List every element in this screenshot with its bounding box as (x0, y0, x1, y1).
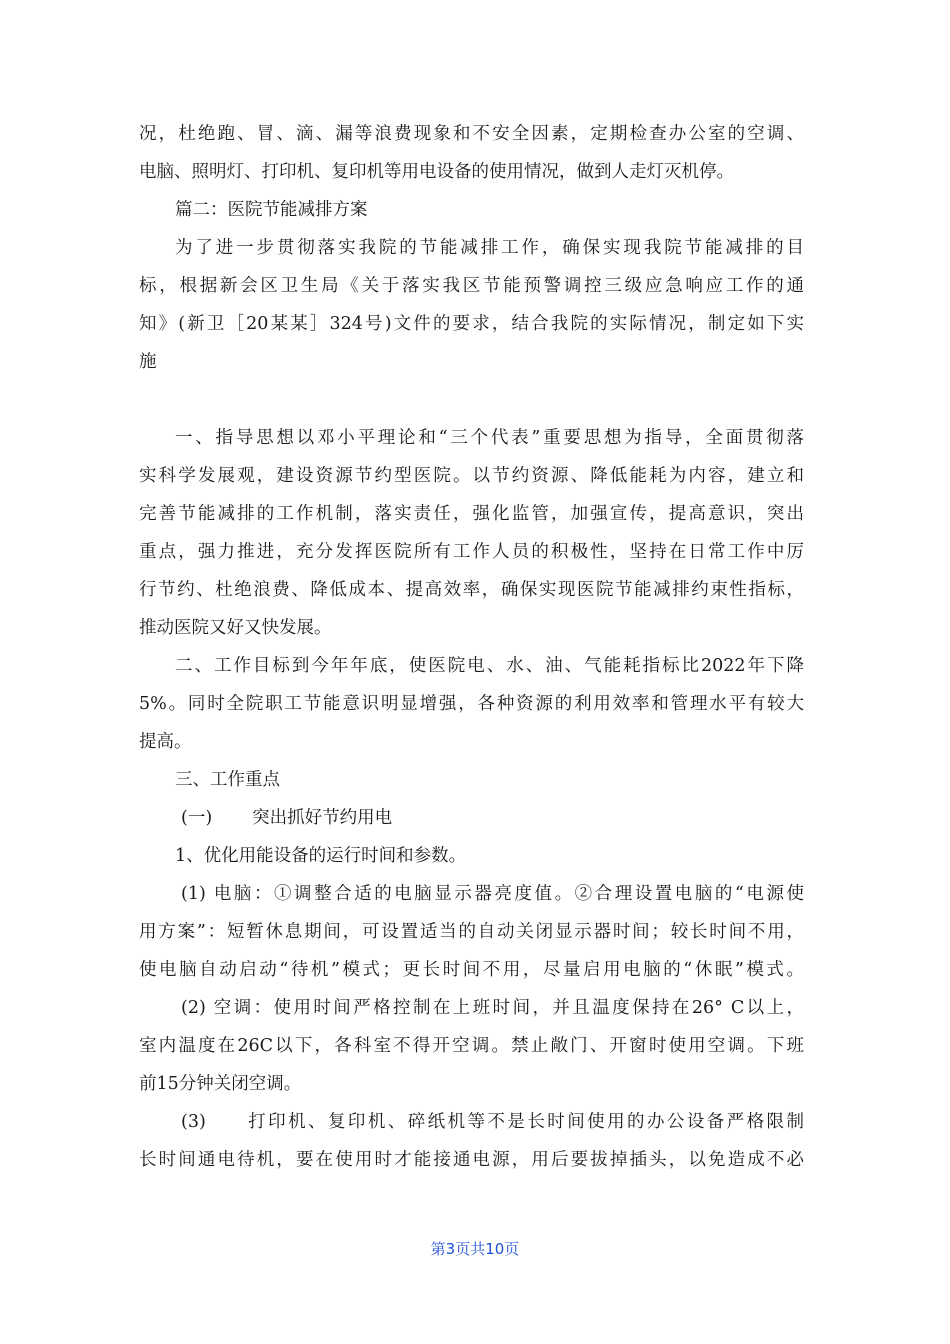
text-line: 二、工作目标到今年年底，使医院电、水、油、气能耗指标比2022年下降 (175, 656, 804, 676)
text-line: 推动医院又好又快发展。 (139, 618, 332, 638)
text-line: 用方案”：短暂休息期间，可设置适当的自动关闭显示器时间；较长时间不用， (139, 922, 804, 942)
text-line: (2) 空调：使用时间严格控制在上班时间，并且温度保持在26° C以上， (181, 998, 804, 1018)
paragraph-gap (139, 381, 804, 419)
item-text: 打印机、复印机、碎纸机等不是长时间使用的办公设备严格限制 (245, 1112, 804, 1132)
text-line: 1、优化用能设备的运行时间和参数。 (175, 846, 467, 866)
text-line: 施 (139, 352, 157, 372)
text-line: 知》(新卫［20某某］324号)文件的要求，结合我院的实际情况，制定如下实 (139, 314, 804, 334)
subsection-heading (139, 799, 804, 837)
text-line: 电脑、照明灯、打印机、复印机等用电设备的使用情况，做到人走灯灭机停。 (139, 162, 734, 182)
section-heading: 篇二：医院节能减排方案 (175, 200, 368, 220)
text-line: 长时间通电待机，要在使用时才能接通电源，用后要拔掉插头，以免造成不必 (139, 1150, 804, 1170)
text-line: 实科学发展观，建设资源节约型医院。以节约资源、降低能耗为内容，建立和 (139, 466, 804, 486)
text-line: 为了进一步贯彻落实我院的节能减排工作，确保实现我院节能减排的目 (175, 238, 804, 258)
text-line: 使电脑自动启动“待机”模式；更长时间不用，尽量启用电脑的“休眠”模式。 (139, 960, 804, 980)
text-line: 行节约、杜绝浪费、降低成本、提高效率，确保实现医院节能减排约束性指标， (139, 580, 804, 600)
text-line: 况，杜绝跑、冒、滴、漏等浪费现象和不安全因素，定期检查办公室的空调、 (139, 124, 804, 144)
text-line (139, 1103, 804, 1141)
subsection-title: 突出抓好节约用电 (252, 808, 393, 828)
text-line: 提高。 (139, 732, 192, 752)
item-number: (3) (181, 1112, 206, 1132)
text-line: 前15分钟关闭空调。 (139, 1074, 302, 1094)
subsection-number: (一) (181, 808, 213, 828)
section-heading: 三、工作重点 (175, 770, 280, 790)
text-line: 5%。同时全院职工节能意识明显增强，各种资源的利用效率和管理水平有较大 (139, 694, 804, 714)
text-line: 标，根据新会区卫生局《关于落实我区节能预警调控三级应急响应工作的通 (139, 276, 804, 296)
page-number-footer: 第3页共10页 (430, 1240, 520, 1258)
text-line: 完善节能减排的工作机制，落实责任，强化监管，加强宣传，提高意识，突出 (139, 504, 804, 524)
text-line: 一、指导思想以邓小平理论和“三个代表”重要思想为指导，全面贯彻落 (175, 428, 804, 448)
text-line: (1) 电脑：①调整合适的电脑显示器亮度值。②合理设置电脑的“电源使 (181, 884, 804, 904)
text-line: 重点，强力推进，充分发挥医院所有工作人员的积极性，坚持在日常工作中厉 (139, 542, 804, 562)
text-line: 室内温度在26C以下，各科室不得开空调。禁止敞门、开窗时使用空调。下班 (139, 1036, 804, 1056)
document-body (139, 115, 804, 1179)
